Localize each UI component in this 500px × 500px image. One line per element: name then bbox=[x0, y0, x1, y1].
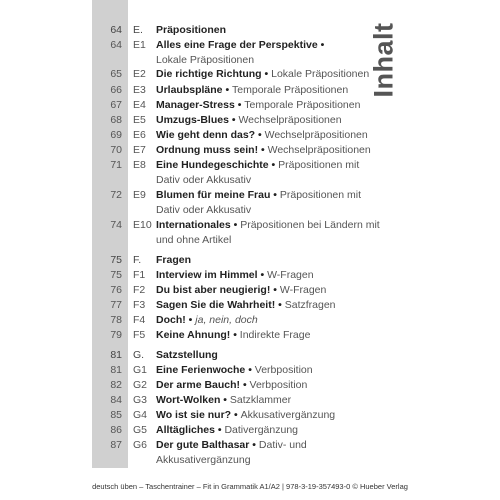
toc-title: Präpositionen bbox=[156, 24, 227, 36]
toc-separator: • bbox=[222, 84, 233, 96]
toc-page-number: 86 bbox=[110, 424, 122, 436]
toc-title: Wo ist sie nur? bbox=[156, 409, 232, 421]
toc-separator: • bbox=[261, 68, 272, 80]
toc-text bbox=[156, 23, 386, 38]
toc-separator: • bbox=[255, 129, 265, 141]
toc-title: Manager-Stress bbox=[156, 99, 235, 111]
toc-title: Der arme Bauch! bbox=[156, 379, 241, 391]
toc-description: Dativ- und Akkusativergänzung bbox=[156, 439, 307, 466]
toc-description: W-Fragen bbox=[279, 284, 327, 296]
toc-separator: • bbox=[275, 299, 285, 311]
toc-text bbox=[156, 218, 386, 248]
toc-text bbox=[156, 298, 386, 313]
toc-description: Temporale Präpositionen bbox=[244, 99, 361, 111]
toc-code: G6 bbox=[133, 439, 148, 451]
toc-page-number: 75 bbox=[110, 269, 122, 281]
toc-text bbox=[156, 38, 386, 68]
toc-description: Satzfragen bbox=[284, 299, 336, 311]
toc-code: E10 bbox=[133, 219, 152, 231]
toc-page-number: 76 bbox=[110, 284, 122, 296]
toc-description: Präpositionen mit Dativ oder Akkusativ bbox=[156, 189, 361, 216]
toc-page-number: 64 bbox=[110, 24, 122, 36]
toc-description: Verbposition bbox=[254, 364, 313, 376]
toc-text bbox=[156, 393, 386, 408]
toc-code: E5 bbox=[133, 114, 146, 126]
toc-title: Sagen Sie die Wahrheit! bbox=[156, 299, 276, 311]
toc-description: Präpositionen mit Dativ oder Akkusativ bbox=[156, 159, 360, 186]
toc-title: Doch! bbox=[156, 314, 186, 326]
toc-description: Lokale Präpositionen bbox=[156, 54, 255, 66]
toc-text bbox=[156, 67, 386, 82]
toc-text bbox=[156, 83, 386, 98]
toc-text bbox=[156, 268, 386, 283]
toc-code: G2 bbox=[133, 379, 148, 391]
toc-text bbox=[156, 363, 386, 378]
toc-description: Indirekte Frage bbox=[239, 329, 311, 341]
toc-description: Wechselpräpositionen bbox=[264, 129, 368, 141]
toc-title: Interview im Himmel bbox=[156, 269, 258, 281]
toc-page-number: 78 bbox=[110, 314, 122, 326]
toc-code: G3 bbox=[133, 394, 148, 406]
toc-code: G5 bbox=[133, 424, 148, 436]
toc-code: F1 bbox=[133, 269, 146, 281]
toc-code: E8 bbox=[133, 159, 146, 171]
toc-title: Keine Ahnung! bbox=[156, 329, 231, 341]
toc-page-number: 74 bbox=[110, 219, 122, 231]
toc-separator: • bbox=[258, 144, 268, 156]
toc-separator: • bbox=[270, 284, 280, 296]
toc-title: Eine Ferienwoche bbox=[156, 364, 246, 376]
toc-code: F3 bbox=[133, 299, 146, 311]
toc-code: E1 bbox=[133, 39, 146, 51]
toc-description: Wechselpräpositionen bbox=[267, 144, 371, 156]
toc-description: Temporale Präpositionen bbox=[232, 84, 349, 96]
toc-text bbox=[156, 253, 386, 268]
toc-title: Satzstellung bbox=[156, 349, 218, 361]
toc-separator: • bbox=[220, 394, 230, 406]
toc-separator: • bbox=[230, 219, 241, 231]
toc-code: E6 bbox=[133, 129, 146, 141]
toc-page-number: 82 bbox=[110, 379, 122, 391]
toc-page-number: 85 bbox=[110, 409, 122, 421]
toc-text bbox=[156, 378, 386, 393]
toc-separator: • bbox=[317, 39, 325, 51]
toc-separator: • bbox=[240, 379, 250, 391]
toc-title: Wie geht denn das? bbox=[156, 129, 256, 141]
toc-page-number: 87 bbox=[110, 439, 122, 451]
toc-text bbox=[156, 188, 386, 218]
toc-page-number: 70 bbox=[110, 144, 122, 156]
toc-code: F4 bbox=[133, 314, 146, 326]
toc-page-number: 64 bbox=[110, 39, 122, 51]
toc-code: E2 bbox=[133, 68, 146, 80]
sidebar-title-text: Inhalt bbox=[368, 22, 399, 98]
toc-title: Internationales bbox=[156, 219, 231, 231]
toc-title: Blumen für meine Frau bbox=[156, 189, 271, 201]
toc-page-number: 69 bbox=[110, 129, 122, 141]
toc-text bbox=[156, 158, 386, 188]
toc-text bbox=[156, 348, 386, 363]
toc-separator: • bbox=[214, 424, 225, 436]
toc-text bbox=[156, 328, 386, 343]
toc-description: Präpositionen bei Ländern mit und ohne Artikel bbox=[156, 219, 380, 246]
toc-description: ja, nein, doch bbox=[195, 314, 258, 326]
toc-page-number: 68 bbox=[110, 114, 122, 126]
footer: deutsch üben – Taschentrainer – Fit in Grammatik A1/A2 | 978-3-19-357493-0 © Hueber Verlag bbox=[92, 482, 408, 491]
toc-text bbox=[156, 143, 386, 158]
toc-separator: • bbox=[231, 409, 241, 421]
toc-page-number: 81 bbox=[110, 349, 122, 361]
toc-text bbox=[156, 113, 386, 128]
toc-description: W-Fragen bbox=[267, 269, 314, 281]
toc-description: Lokale Präpositionen bbox=[271, 68, 370, 80]
toc-description: Akkusativergänzung bbox=[240, 409, 336, 421]
toc-description: Wechselpräpositionen bbox=[238, 114, 342, 126]
toc-title: Der gute Balthasar bbox=[156, 439, 250, 451]
toc-code: E4 bbox=[133, 99, 146, 111]
toc-text bbox=[156, 438, 386, 468]
toc-separator: • bbox=[257, 269, 268, 281]
toc-page-number: 77 bbox=[110, 299, 122, 311]
toc-separator: • bbox=[249, 439, 259, 451]
toc-code: F5 bbox=[133, 329, 146, 341]
toc-separator: • bbox=[234, 99, 245, 111]
toc-title: Fragen bbox=[156, 254, 192, 266]
toc-separator: • bbox=[245, 364, 255, 376]
toc-text bbox=[156, 128, 386, 143]
toc-code: E. bbox=[133, 24, 143, 36]
toc-title: Die richtige Richtung bbox=[156, 68, 262, 80]
toc-code: G4 bbox=[133, 409, 148, 421]
toc-code: F. bbox=[133, 254, 142, 266]
toc-separator: • bbox=[185, 314, 196, 326]
toc-separator: • bbox=[268, 159, 279, 171]
toc-text bbox=[156, 98, 386, 113]
toc-description: Verbposition bbox=[249, 379, 308, 391]
toc-separator: • bbox=[270, 189, 280, 201]
toc-page-number: 72 bbox=[110, 189, 122, 201]
toc-title: Du bist aber neugierig! bbox=[156, 284, 271, 296]
toc-page-number: 66 bbox=[110, 84, 122, 96]
toc-code: E7 bbox=[133, 144, 146, 156]
toc-description: Satzklammer bbox=[229, 394, 292, 406]
toc-title: Ordnung muss sein! bbox=[156, 144, 259, 156]
toc-title: Eine Hundegeschichte bbox=[156, 159, 269, 171]
toc-page-number: 81 bbox=[110, 364, 122, 376]
toc-text bbox=[156, 283, 386, 298]
toc-title: Urlaubspläne bbox=[156, 84, 223, 96]
toc-code: G1 bbox=[133, 364, 148, 376]
toc-text bbox=[156, 313, 386, 328]
toc-code: G. bbox=[133, 349, 145, 361]
toc-title: Alles eine Frage der Perspektive bbox=[156, 39, 318, 51]
toc-title: Umzugs-Blues bbox=[156, 114, 229, 126]
toc-title: Wort-Wolken bbox=[156, 394, 221, 406]
toc-page-number: 75 bbox=[110, 254, 122, 266]
toc-separator: • bbox=[230, 329, 240, 341]
toc-code: F2 bbox=[133, 284, 146, 296]
toc-title: Alltägliches bbox=[156, 424, 215, 436]
toc-page-number: 65 bbox=[110, 68, 122, 80]
toc-page-number: 71 bbox=[110, 159, 122, 171]
toc-text bbox=[156, 408, 386, 423]
toc-description: Dativergänzung bbox=[224, 424, 298, 436]
toc-separator: • bbox=[228, 114, 239, 126]
toc-code: E3 bbox=[133, 84, 146, 96]
toc-text bbox=[156, 423, 386, 438]
toc-page-number: 79 bbox=[110, 329, 122, 341]
toc-code: E9 bbox=[133, 189, 146, 201]
toc-page-number: 84 bbox=[110, 394, 122, 406]
toc-page-number: 67 bbox=[110, 99, 122, 111]
